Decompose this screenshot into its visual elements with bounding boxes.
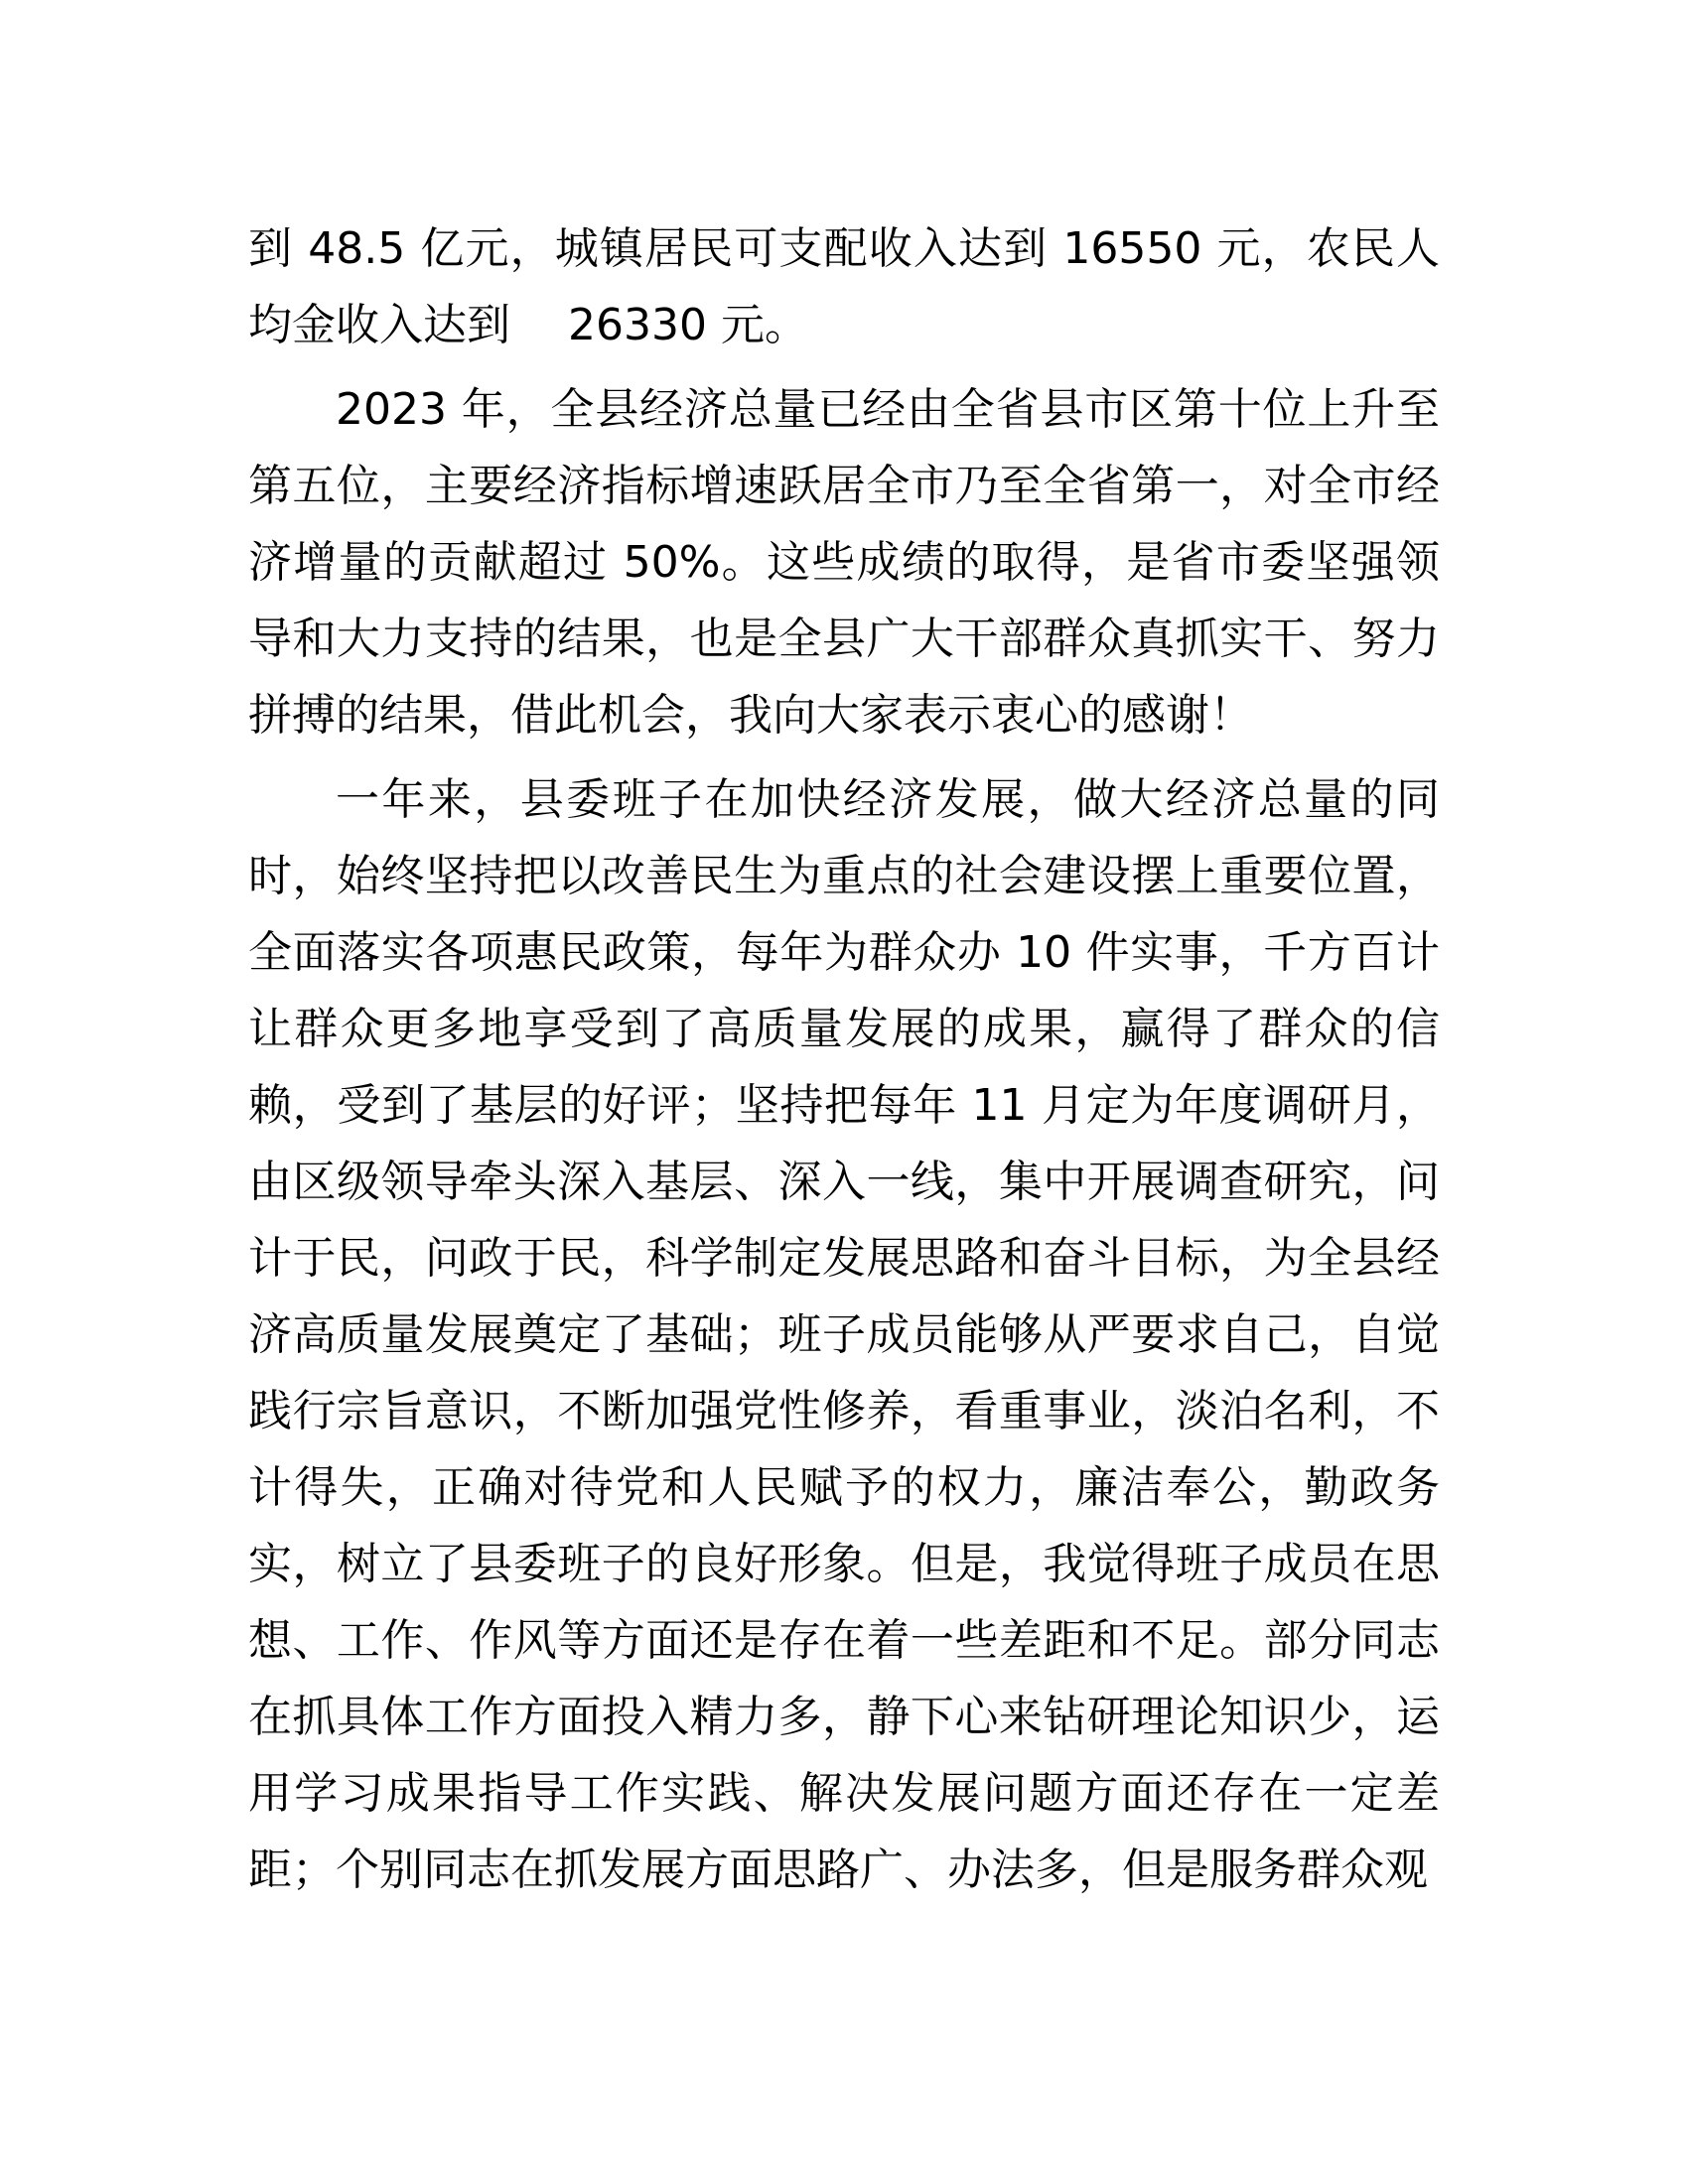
paragraph-continuation: 到 48.5 亿元，城镇居民可支配收入达到 16550 元，农民人均金收入达到 26330 元。 (248, 223, 1440, 350)
paragraph-economic-achievements: 2023 年，全县经济总量已经由全省县市区第十位上升至第五位，主要经济指标增速跃居全市乃至全省第一，对全市经济增量的贡献超过 50%。这些成绩的取得，是省市委坚强领导和大力支持的结果，也是全县广大干部群众真抓实干、努力拼搏的结果，借此机会，我向大家表示衷心的感谢！ (248, 384, 1440, 741)
document-body (248, 210, 1440, 1908)
paragraph-team-work-review: 一年来，县委班子在加快经济发展，做大经济总量的同时，始终坚持把以改善民生为重点的社会建设摆上重要位置，全面落实各项惠民政策，每年为群众办 10 件实事，千方百计让群众更多地享受到了高质量发展的成果，赢得了群众的信赖，受到了基层的好评；坚持把每年 11 月定为年度调研月，由区级领导牵头深入基层、深入一线，集中开展调查研究，问计于民，问政于民，科学制定发展思路和奋斗目标，为全县经济高质量发展奠定了基础；班子成员能够从严要求自己，自觉践行宗旨意识，不断加强党性修养，看重事业，淡泊名利，不计得失，正确对待党和人民赋予的权力，廉洁奉公，勤政务实，树立了县委班子的良好形象。但是，我觉得班子成员在思想、工作、作风等方面还是存在着一些差距和不足。部分同志在抓具体工作方面投入精力多，静下心来钻研理论知识少，运用学习成果指导工作实践、解决发展问题方面还存在一定差距；个别同志在抓发展方面思路广、办法多，但是服务群众观 (248, 774, 1440, 1895)
